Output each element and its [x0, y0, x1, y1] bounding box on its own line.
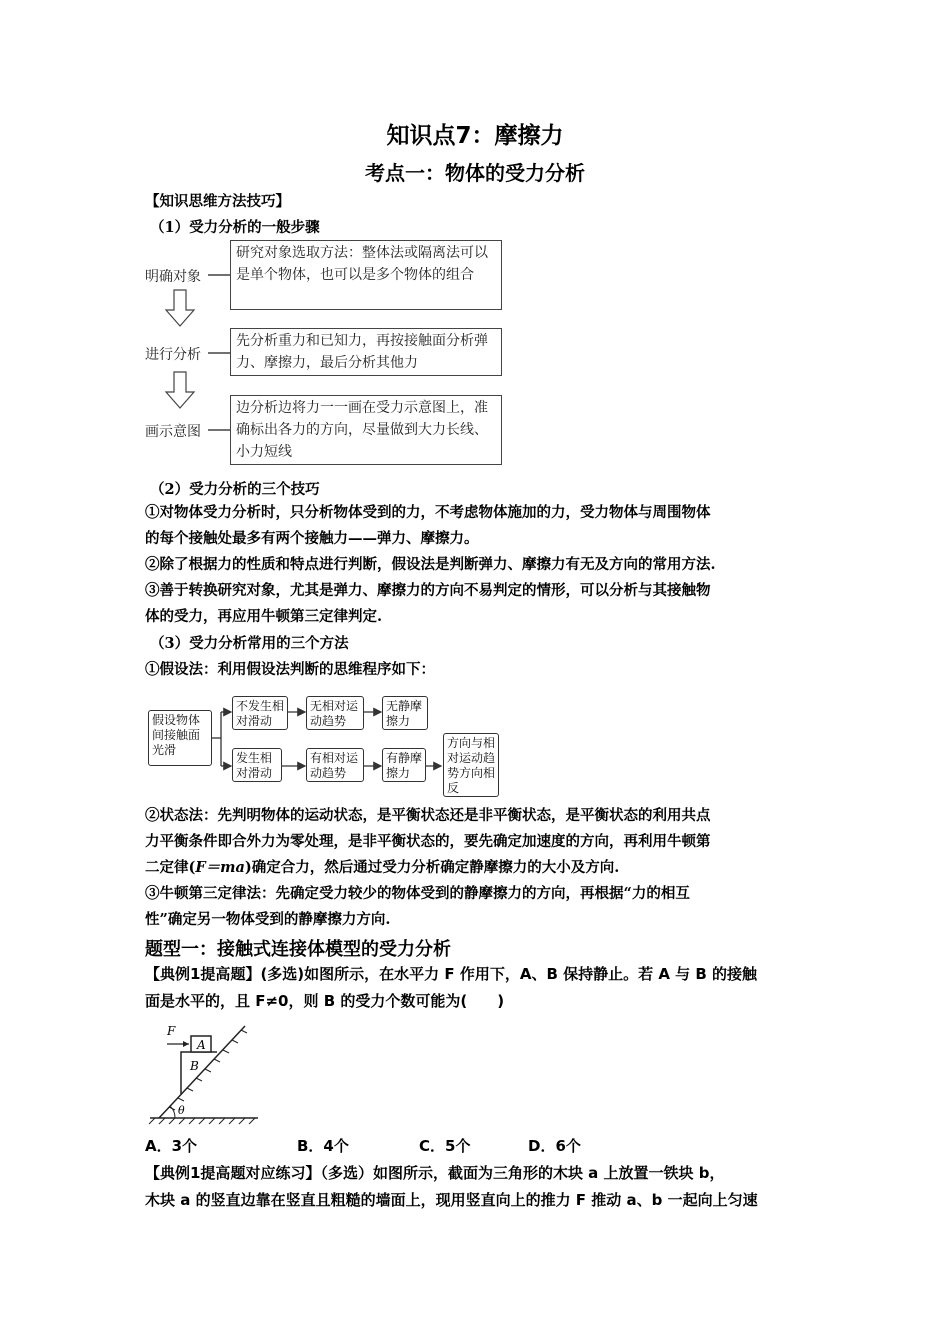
step1-heading: （1）受力分析的一般步骤 [150, 219, 320, 236]
option-c: C．5个 [419, 1137, 471, 1155]
flow-box: 发生相对滑动 [232, 748, 282, 782]
flow-box: 有相对运动趋势 [306, 748, 364, 782]
text-line: 木块 a 的竖直边靠在竖直且粗糙的墙面上，现用竖直向上的推力 F 推动 a、b 一起向上匀速 [145, 1191, 758, 1209]
option-a: A．3个 [145, 1137, 198, 1155]
formula: F＝ma [195, 859, 245, 876]
text-fragment: 二定律( [145, 859, 196, 876]
text-line: ①对物体受力分析时，只分析物体受到的力，不考虑物体施加的力，受力物体与周围物体 [145, 504, 711, 521]
incline-figure [145, 1018, 265, 1128]
text-line: 【典例1提高题】(多选)如图所示，在水平力 F 作用下，A、B 保持静止。若 A 与 B 的接触 [145, 965, 758, 983]
step2-text [145, 500, 815, 630]
example1-text [145, 961, 825, 1015]
flow-box: 方向与相对运动趋势方向相反 [443, 733, 499, 797]
step-label: 明确对象 [145, 269, 201, 285]
text-line: ②除了根据力的性质和特点进行判断，假设法是判断弹力、摩擦力有无及方向的常用方法. [145, 556, 716, 573]
step-label: 画示意图 [145, 424, 201, 440]
text-fragment: )确定合力，然后通过受力分析确定静摩擦力的大小及方向. [244, 859, 620, 876]
text-line: 【典例1提高题对应练习】（多选）如图所示，截面为三角形的木块 a 上放置一铁块 b， [145, 1164, 725, 1182]
text-line: 的每个接触处最多有两个接触力——弹力、摩擦力。 [145, 530, 479, 547]
section-heading: 【知识思维方法技巧】 [145, 194, 290, 210]
text-line: ③善于转换研究对象，尤其是弹力、摩擦力的方向不易判定的情形，可以分析与其接触物 [145, 582, 711, 599]
down-arrow-icon [166, 372, 194, 408]
ground-hatch [149, 1118, 255, 1124]
method1-text: ①假设法：利用假设法判断的思维程序如下： [145, 661, 435, 678]
text-line: 面是水平的，且 F≠0，则 B 的受力个数可能为( ) [145, 992, 505, 1010]
text-line: ③牛顿第三定律法：先确定受力较少的物体受到的静摩擦力的方向，再根据“力的相互 [145, 885, 690, 902]
method3-text [145, 881, 815, 933]
label-f: F [167, 1024, 176, 1038]
option-d: D．6个 [528, 1137, 581, 1155]
flow-box: 有静摩擦力 [382, 748, 426, 782]
arrow-head-icon [183, 1041, 189, 1047]
text-line: 性”确定另一物体受到的静摩擦力方向. [145, 911, 391, 928]
text-line: 体的受力，再应用牛顿第三定律判定. [145, 608, 383, 625]
page-subtitle: 考点一：物体的受力分析 [365, 161, 585, 185]
flow-start-box: 假设物体间接触面光滑 [148, 710, 212, 766]
step-box: 研究对象选取方法：整体法或隔离法可以是单个物体，也可以是多个物体的组合 [230, 240, 502, 310]
flow-box: 不发生相对滑动 [232, 696, 288, 730]
step-box: 边分析边将力一一画在受力示意图上，准确标出各力的方向，尽量做到大力长线、小力短线 [230, 395, 502, 465]
example2-text [145, 1160, 825, 1214]
page-title: 知识点7：摩擦力 [386, 123, 564, 149]
label-theta: θ [178, 1104, 185, 1117]
flow-box: 无静摩擦力 [382, 696, 428, 730]
step-arrows [140, 240, 235, 470]
label-b: B [190, 1059, 199, 1073]
text-line [145, 855, 815, 881]
step-box: 先分析重力和已知力，再按接触面分析弹力、摩擦力，最后分析其他力 [230, 328, 502, 376]
flow-box: 无相对运动趋势 [306, 696, 364, 730]
step3-heading: （3）受力分析常用的三个方法 [150, 635, 349, 652]
question-type-heading: 题型一：接触式连接体模型的受力分析 [145, 939, 451, 960]
step-label: 进行分析 [145, 347, 201, 363]
label-a: A [197, 1038, 206, 1052]
text-line: ②状态法：先判明物体的运动状态，是平衡状态还是非平衡状态，是平衡状态的利用共点 [145, 807, 711, 824]
step2-heading: （2）受力分析的三个技巧 [150, 481, 320, 498]
method2-text [145, 803, 815, 881]
option-b: B．4个 [297, 1137, 349, 1155]
down-arrow-icon [166, 290, 194, 326]
text-line: 力平衡条件即合外力为零处理，是非平衡状态的，要先确定加速度的方向，再利用牛顿第 [145, 833, 711, 850]
